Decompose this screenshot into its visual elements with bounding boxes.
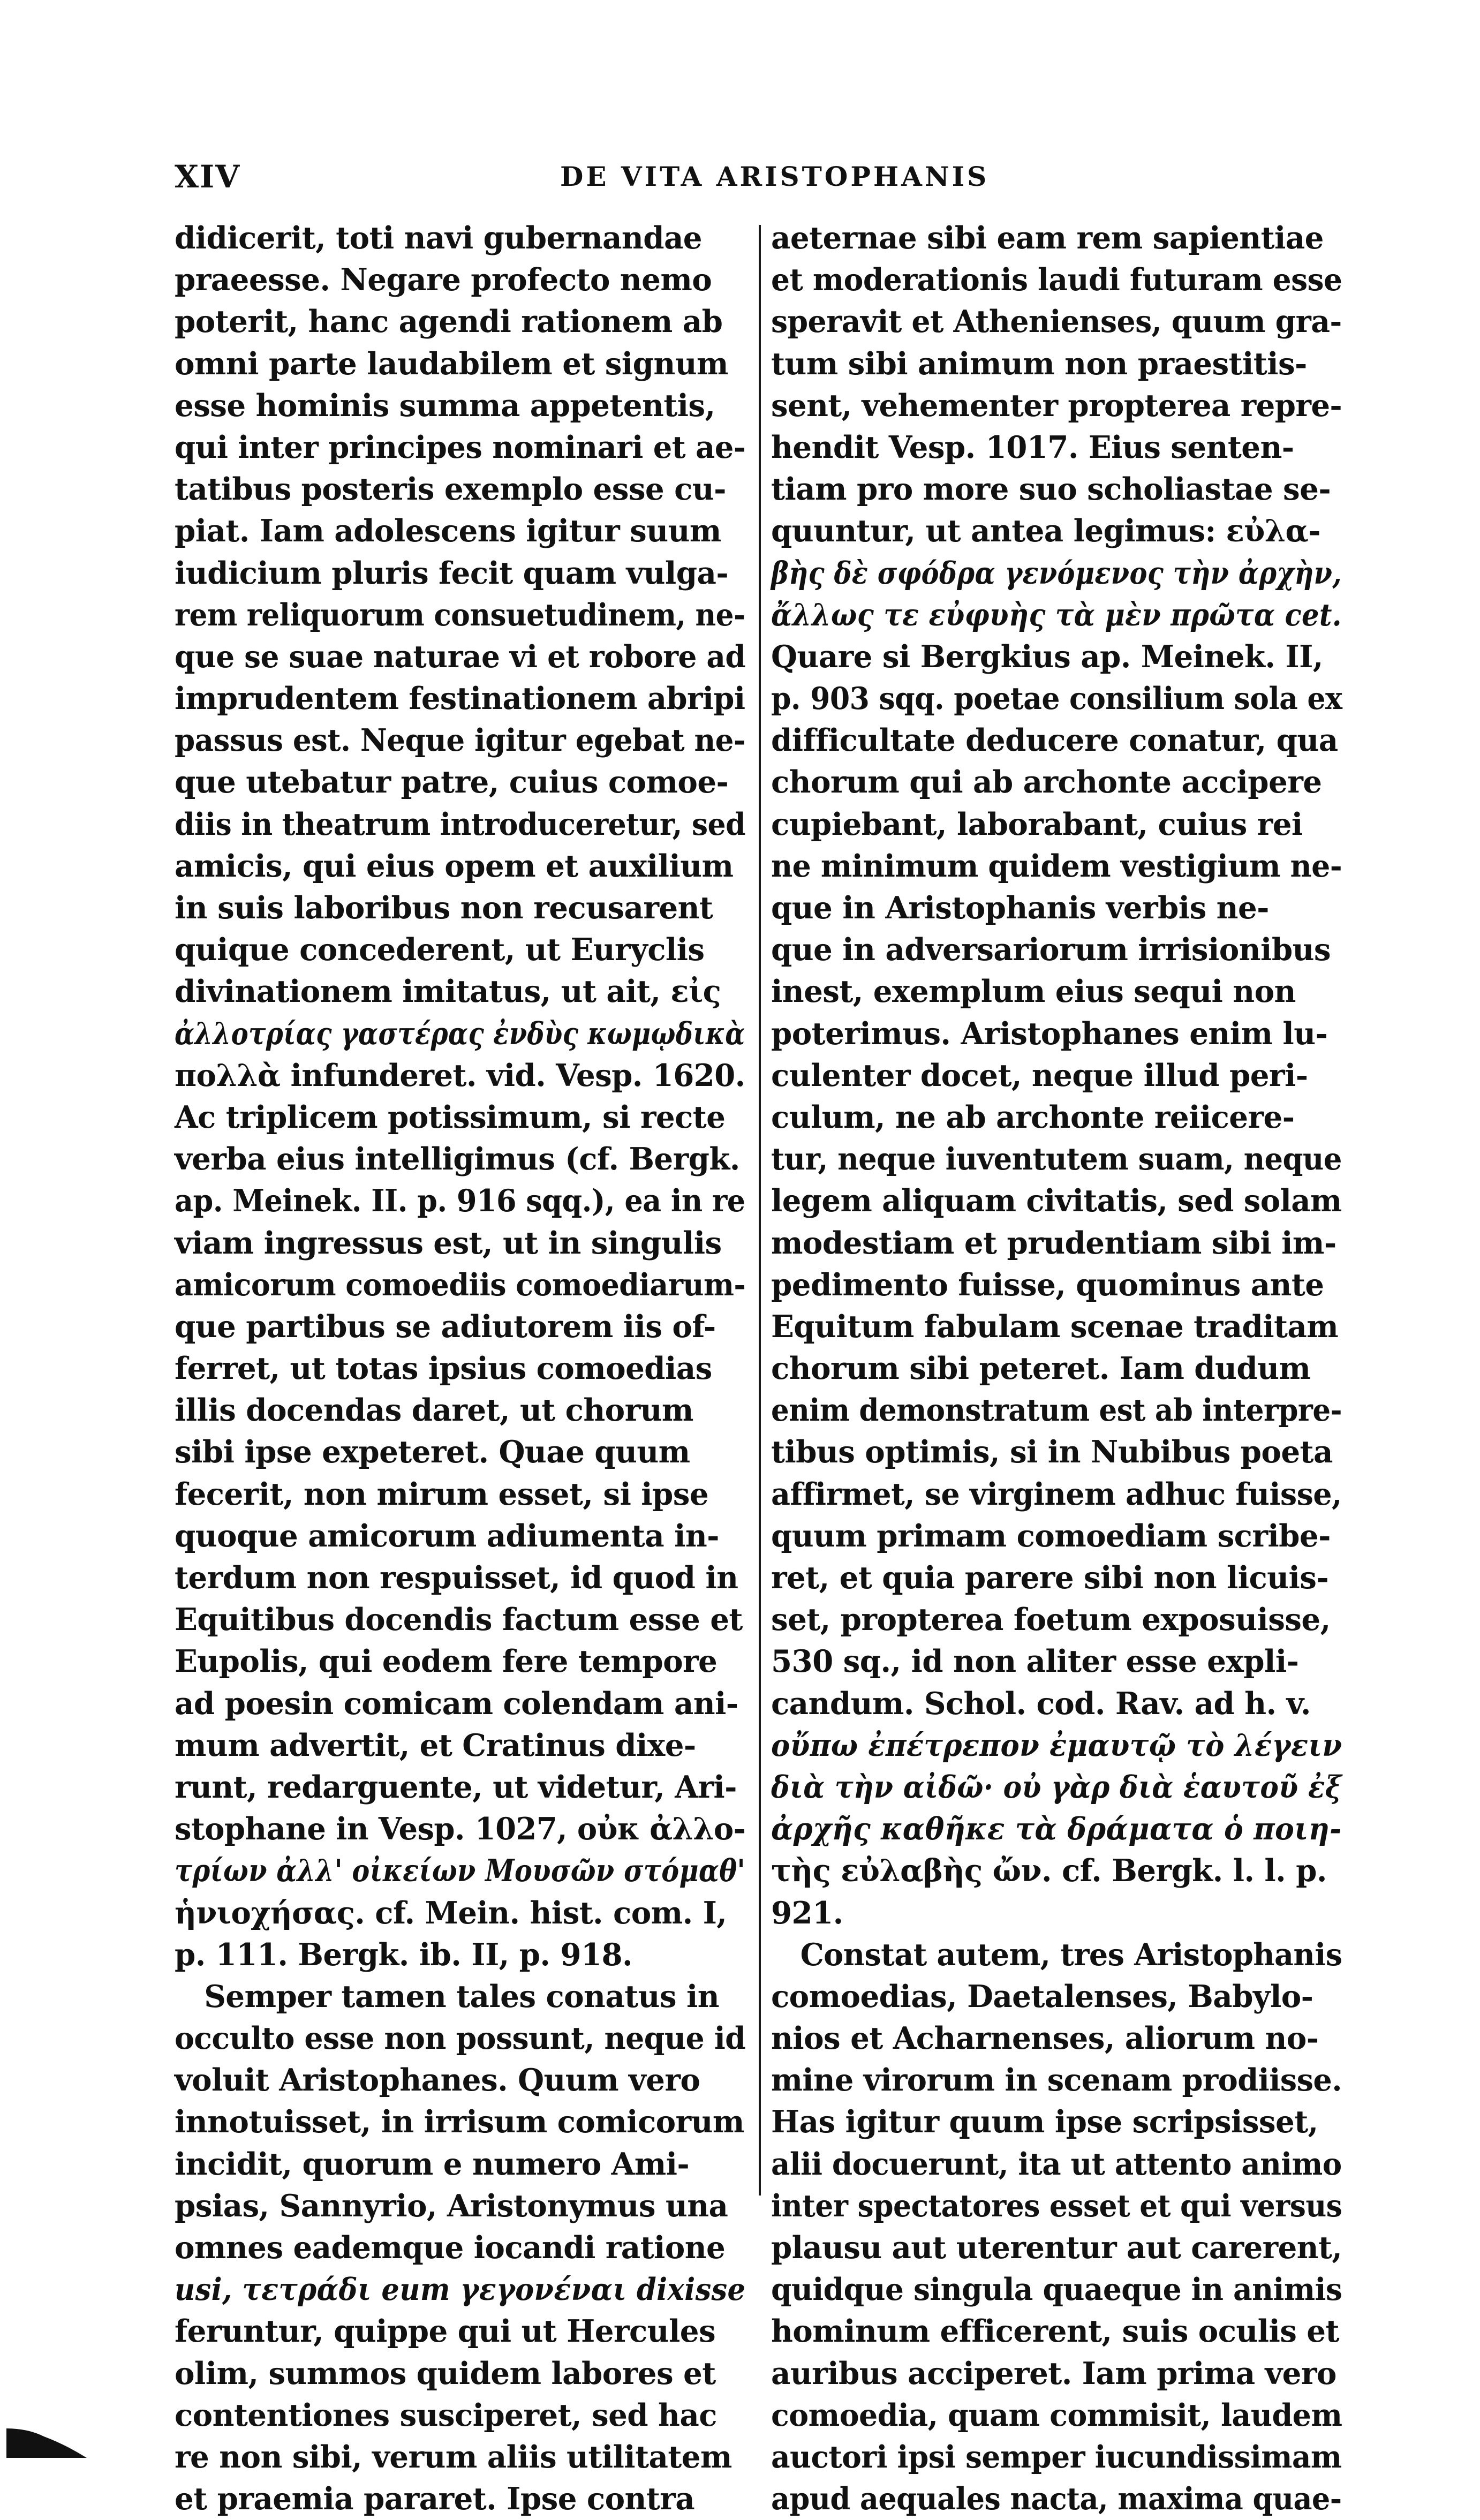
text-line: usi, τετράδι eum γεγονέναι dixisse (175, 2272, 746, 2308)
text-line: voluit Aristophanes. Quum vero (175, 2062, 700, 2099)
text-line: quoque amicorum adiumenta in- (175, 1518, 719, 1554)
text-line: Constat autem, tres Aristophanis (800, 1936, 1342, 1973)
text-line: et praemia pararet. Ipse contra (175, 2481, 695, 2517)
text-line: tatibus posteris exemplo esse cu- (175, 471, 726, 508)
text-line: Ac triplicem potissimum, si recte (175, 1099, 726, 1135)
text-line: runt, redarguente, ut videtur, Ari- (175, 1769, 737, 1805)
text-line: p. 111. Bergk. ib. II, p. 918. (175, 1936, 633, 1973)
text-line: viam ingressus est, ut in singulis (175, 1225, 722, 1261)
text-line: enim demonstratum est ab interpre- (771, 1392, 1342, 1429)
text-line: amicis, qui eius opem et auxilium (175, 848, 734, 884)
text-line: plausu aut uterentur aut carerent, (771, 2230, 1342, 2266)
text-line: sibi ipse expeteret. Quae quum (175, 1434, 690, 1470)
text-line: auctori ipsi semper iucundissimam (771, 2439, 1342, 2475)
text-line: candum. Schol. cod. Rav. ad h. v. (771, 1685, 1311, 1722)
text-line: legem aliquam civitatis, sed solam (771, 1183, 1342, 1219)
text-line: modestiam et prudentiam sibi im- (771, 1225, 1336, 1261)
text-line: ἄλλως τε εὐφυὴς τὰ μὲν πρῶτα cet. (771, 597, 1342, 633)
text-line: cupiebant, laborabant, cuius rei (771, 806, 1303, 842)
scan-corner-mark (6, 2378, 87, 2458)
column-divider (759, 225, 761, 2195)
text-line: speravit et Athenienses, quum gra- (771, 304, 1342, 340)
text-line: tur, neque iuventutem suam, neque (771, 1141, 1342, 1178)
text-line: quuntur, ut antea legimus: εὐλα- (771, 513, 1321, 549)
text-line: set, propterea foetum exposuisse, (771, 1602, 1331, 1638)
text-line: olim, summos quidem labores et (175, 2355, 716, 2391)
text-line: πολλὰ infunderet. vid. Vesp. 1620. (175, 1057, 745, 1093)
text-line: que partibus se adiutorem iis of- (175, 1308, 716, 1345)
text-line: et moderationis laudi futuram esse (771, 262, 1342, 298)
text-line: omni parte laudabilem et signum (175, 345, 728, 382)
text-line: ἡνιοχήσας. cf. Mein. hist. com. I, (175, 1895, 727, 1931)
text-line: 921. (771, 1895, 843, 1931)
text-line: imprudentem festinationem abripi (175, 681, 745, 717)
text-line: hominum efficerent, suis oculis et (771, 2313, 1339, 2350)
text-line: tum sibi animum non praestitis- (771, 345, 1307, 382)
text-line: piat. Iam adolescens igitur suum (175, 513, 721, 549)
text-line: ἀρχῆς καθῆκε τὰ δράματα ὁ ποιη- (771, 1811, 1342, 1847)
text-line: contentiones susciperet, sed hac (175, 2397, 717, 2433)
text-line: fecerit, non mirum esset, si ipse (175, 1476, 709, 1512)
text-line: 530 sq., id non aliter esse expli- (771, 1643, 1299, 1680)
text-line: mine virorum in scenam prodiisse. (771, 2062, 1342, 2099)
text-line: terdum non respuisset, id quod in (175, 1560, 738, 1596)
text-line: que se suae naturae vi et robore ad (175, 638, 746, 675)
text-line: ap. Meinek. II. p. 916 sqq.), ea in re (175, 1183, 745, 1219)
text-line: ad poesin comicam colendam ani- (175, 1685, 738, 1722)
text-line: βὴς δὲ σφόδρα γενόμενος τὴν ἀρχὴν, (771, 555, 1342, 591)
text-line: psias, Sannyrio, Aristonymus una (175, 2187, 728, 2224)
text-line: in suis laboribus non recusarent (175, 890, 713, 926)
text-line: quum primam comoediam scribe- (771, 1518, 1331, 1554)
text-line: Eupolis, qui eodem fere tempore (175, 1643, 718, 1680)
text-line: aeternae sibi eam rem sapientiae (771, 220, 1324, 256)
text-line: apud aequales nacta, maxima quae- (771, 2481, 1342, 2517)
text-line: que utebatur patre, cuius comoe- (175, 764, 729, 801)
text-line: mum advertit, et Cratinus dixe- (175, 1727, 696, 1763)
text-line: Equitibus docendis factum esse et (175, 1602, 743, 1638)
text-line: verba eius intelligimus (cf. Bergk. (175, 1141, 740, 1178)
text-line: poterimus. Aristophanes enim lu- (771, 1015, 1328, 1052)
text-line: Equitum fabulam scenae traditam (771, 1308, 1339, 1345)
text-line: nios et Acharnenses, aliorum no- (771, 2020, 1319, 2057)
text-line: alii docuerunt, ita ut attento animo (771, 2146, 1342, 2182)
text-line: τὴς εὐλαβὴς ὤν. cf. Bergk. l. l. p. (771, 1853, 1327, 1889)
text-line: tibus optimis, si in Nubibus poeta (771, 1434, 1333, 1470)
text-line: amicorum comoediis comoediarum- (175, 1266, 746, 1303)
running-title: DE VITA ARISTOPHANIS (560, 161, 990, 192)
text-line: comoedia, quam commisit, laudem (771, 2397, 1342, 2433)
text-line: praeesse. Negare profecto nemo (175, 262, 712, 298)
text-line: ferret, ut totas ipsius comoedias (175, 1350, 712, 1387)
text-line: chorum qui ab archonte accipere (771, 764, 1322, 801)
text-line: passus est. Neque igitur egebat ne- (175, 722, 746, 759)
text-line: Semper tamen tales conatus in (204, 1978, 720, 2015)
text-line: occulto esse non possunt, neque id (175, 2020, 746, 2057)
text-line: affirmet, se virginem adhuc fuisse, (771, 1476, 1342, 1512)
text-line: chorum sibi peteret. Iam dudum (771, 1350, 1311, 1387)
text-line: culenter docet, neque illud peri- (771, 1057, 1308, 1093)
text-line: que in Aristophanis verbis ne- (771, 890, 1269, 926)
text-line: rem reliquorum consuetudinem, ne- (175, 597, 745, 633)
text-line: culum, ne ab archonte reiicere- (771, 1099, 1295, 1135)
text-line: ne minimum quidem vestigium ne- (771, 848, 1342, 884)
running-head (175, 159, 1363, 201)
text-line: auribus acciperet. Iam prima vero (771, 2355, 1336, 2391)
text-line: esse hominis summa appetentis, (175, 387, 715, 424)
text-line: quique concederent, ut Euryclis (175, 932, 705, 968)
text-line: divinationem imitatus, ut ait, εἰς (175, 974, 721, 1010)
text-line: inest, exemplum eius sequi non (771, 974, 1296, 1010)
text-line: innotuisset, in irrisum comicorum (175, 2104, 744, 2140)
page-number: XIV (175, 159, 241, 195)
left-column (175, 217, 753, 2520)
text-line: p. 903 sqq. poetae consilium sola ex (771, 681, 1342, 717)
text-line: Has igitur quum ipse scripsisset, (771, 2104, 1318, 2140)
text-line: incidit, quorum e numero Ami- (175, 2146, 690, 2182)
text-line: poterit, hanc agendi rationem ab (175, 304, 723, 340)
text-line: feruntur, quippe qui ut Hercules (175, 2313, 716, 2350)
text-line: omnes eademque iocandi ratione (175, 2230, 726, 2266)
text-line: iudicium pluris fecit quam vulga- (175, 555, 729, 591)
text-line: hendit Vesp. 1017. Eius senten- (771, 429, 1294, 465)
text-line: illis docendas daret, ut chorum (175, 1392, 693, 1429)
text-line: Quare si Bergkius ap. Meinek. II, (771, 638, 1323, 675)
text-line: ret, et quia parere sibi non licuis- (771, 1560, 1329, 1596)
text-line: τρίων ἀλλ' οἰκείων Μουσῶν στόμαθ' (175, 1853, 745, 1889)
text-line: tiam pro more suo scholiastae se- (771, 471, 1331, 508)
text-line: διὰ τὴν αἰδῶ· οὐ γὰρ διὰ ἑαυτοῦ ἐξ (771, 1769, 1342, 1805)
text-line: qui inter principes nominari et ae- (175, 429, 746, 465)
text-line: sent, vehementer propterea repre- (771, 387, 1342, 424)
text-line: inter spectatores esset et qui versus (771, 2187, 1342, 2224)
text-line: stophane in Vesp. 1027, οὐκ ἀλλο- (175, 1811, 746, 1847)
text-line: re non sibi, verum aliis utilitatem (175, 2439, 732, 2475)
text-line: diis in theatrum introduceretur, sed (175, 806, 746, 842)
text-line: οὔπω ἐπέτρεπον ἐμαυτῷ τὸ λέγειν (771, 1727, 1342, 1763)
text-line: difficultate deducere conatur, qua (771, 722, 1338, 759)
text-line: ἀλλοτρίας γαστέρας ἐνδὺς κωμῳδικὰ (175, 1015, 745, 1052)
text-line: pedimento fuisse, quominus ante (771, 1266, 1324, 1303)
text-line: que in adversariorum irrisionibus (771, 932, 1331, 968)
right-column (771, 217, 1349, 2520)
text-line: comoedias, Daetalenses, Babylo- (771, 1978, 1313, 2015)
text-line: didicerit, toti navi gubernandae (175, 220, 703, 256)
text-line: quidque singula quaeque in animis (771, 2272, 1342, 2308)
